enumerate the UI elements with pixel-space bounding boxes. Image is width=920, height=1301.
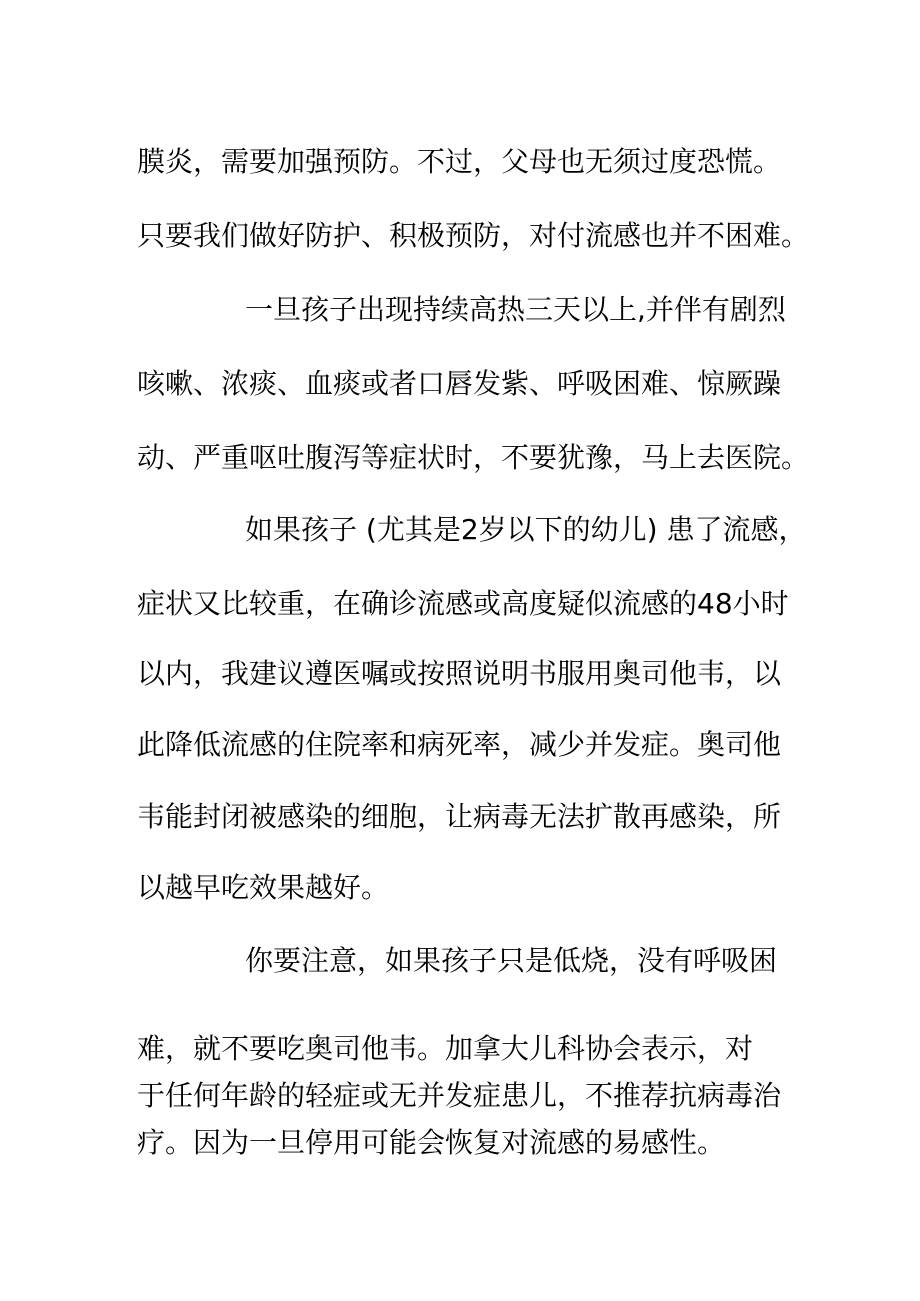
paragraph-start-line: 一旦孩子出现持续高热三天以上,并伴有剧烈 (245, 293, 786, 326)
text-line: 韦能封闭被感染的细胞，让病毒无法扩散再感染，所 (137, 800, 782, 833)
text-line: 以内，我建议遵医嘱或按照说明书服用奥司他韦，以 (137, 657, 782, 690)
paragraph-start-line: 如果孩子 (尤其是2岁以下的幼儿) 患了流感， (245, 513, 807, 546)
text-line: 咳嗽、浓痰、血痰或者口唇发紫、呼吸困难、惊厥躁 (137, 367, 782, 400)
paragraph-start-line: 你要注意，如果孩子只是低烧，没有呼吸困 (245, 944, 778, 977)
text-line: 症状又比较重，在确诊流感或高度疑似流感的48小时 (137, 587, 789, 620)
text-line: 膜炎，需要加强预防。不过，父母也无须过度恐慌。 (137, 145, 782, 178)
text-line: 以越早吃效果越好。 (137, 871, 390, 904)
text-line: 此降低流感的住院率和病死率，减少并发症。奥司他 (137, 728, 782, 761)
text-line: 于任何年龄的轻症或无并发症患儿，不推荐抗病毒治 (137, 1079, 782, 1112)
text-line: 只要我们做好防护、积极预防，对付流感也并不困难。 (137, 219, 810, 252)
text-line: 疗。因为一旦停用可能会恢复对流感的易感性。 (137, 1126, 726, 1159)
text-line: 难，就不要吃奥司他韦。加拿大儿科协会表示，对 (137, 1032, 754, 1065)
text-line: 动、严重呕吐腹泻等症状时，不要犹豫，马上去医院。 (137, 441, 810, 474)
